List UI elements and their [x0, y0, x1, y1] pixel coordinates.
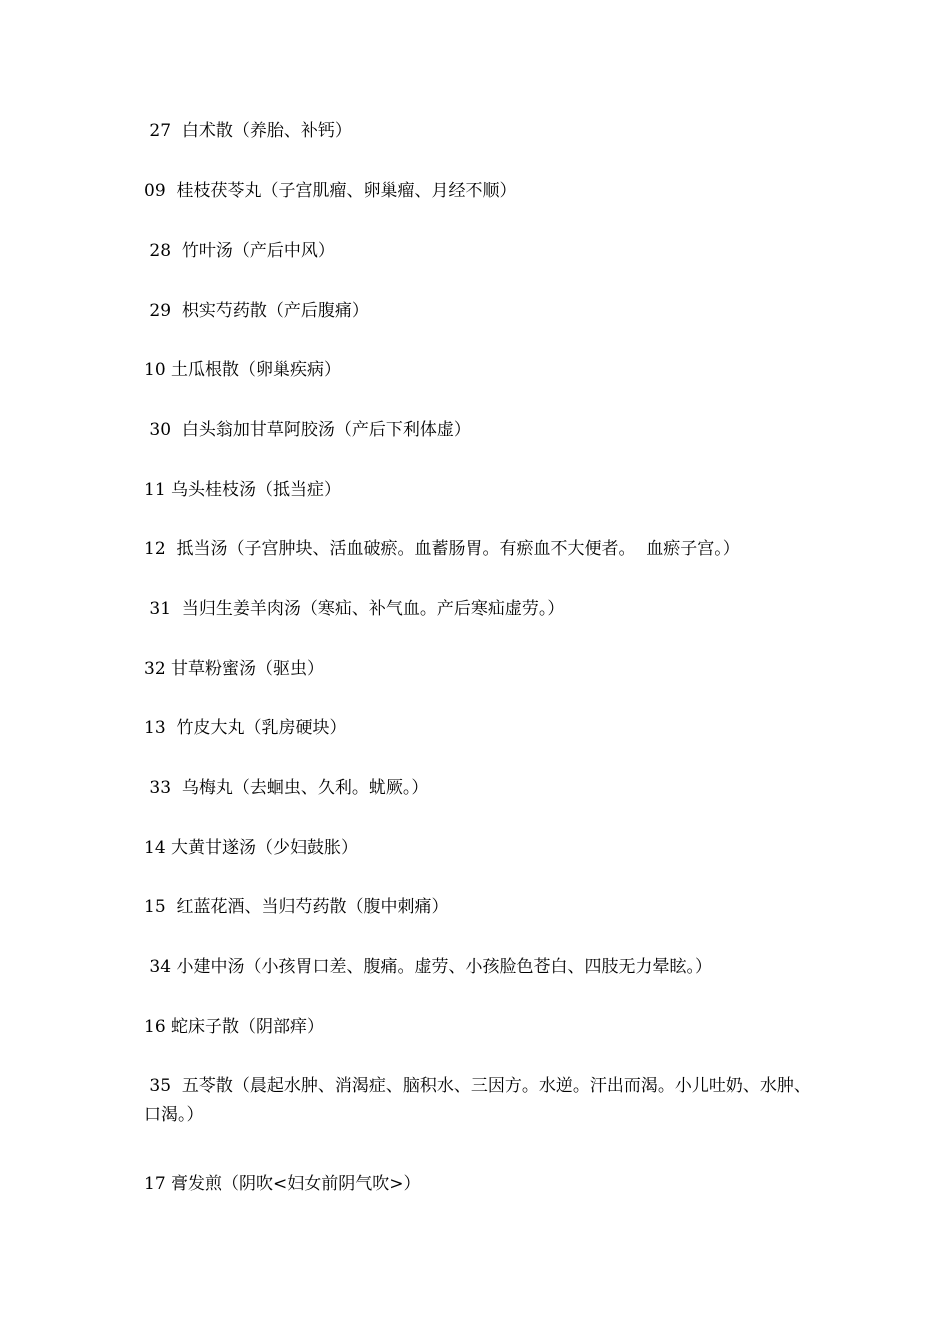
entry-31: 31 当归生姜羊肉汤（寒疝、补气血。产后寒疝虚劳。）	[144, 599, 565, 619]
entry-33: 33 乌梅丸（去蛔虫、久利。蚘厥。）	[144, 778, 429, 798]
entry-10: 10 土瓜根散（卵巢疾病）	[144, 360, 342, 380]
entry-14: 14 大黄甘遂汤（少妇鼓胀）	[144, 838, 359, 858]
entry-16: 16 蛇床子散（阴部痒）	[144, 1017, 325, 1037]
entry-32: 32 甘草粉蜜汤（驱虫）	[144, 659, 325, 679]
entry-29: 29 枳实芍药散（产后腹痛）	[144, 301, 369, 321]
entry-13: 13 竹皮大丸（乳房硬块）	[144, 718, 347, 738]
entry-12: 12 抵当汤（子宫肿块、活血破瘀。血蓄肠胃。有瘀血不大便者。 血瘀子宫。）	[144, 539, 740, 559]
entry-27: 27 白术散（养胎、补钙）	[144, 121, 352, 141]
entry-30: 30 白头翁加甘草阿胶汤（产后下利体虚）	[144, 420, 471, 440]
entry-28: 28 竹叶汤（产后中风）	[144, 241, 335, 261]
entry-09: 09 桂枝茯苓丸（子宫肌瘤、卵巢瘤、月经不顺）	[144, 181, 517, 201]
entry-17: 17 膏发煎（阴吹<妇女前阴气吹>）	[144, 1174, 421, 1194]
entry-34: 34 小建中汤（小孩胃口差、腹痛。虚劳、小孩脸色苍白、四肢无力晕眩。）	[144, 957, 712, 977]
entry-15: 15 红蓝花酒、当归芍药散（腹中刺痛）	[144, 897, 449, 917]
entry-35: 35 五苓散（晨起水肿、消渴症、脑积水、三因方。水逆。汗出而渴。小儿吐奶、水肿、口渴。）	[144, 1076, 811, 1125]
entry-11: 11 乌头桂枝汤（抵当症）	[144, 480, 342, 500]
